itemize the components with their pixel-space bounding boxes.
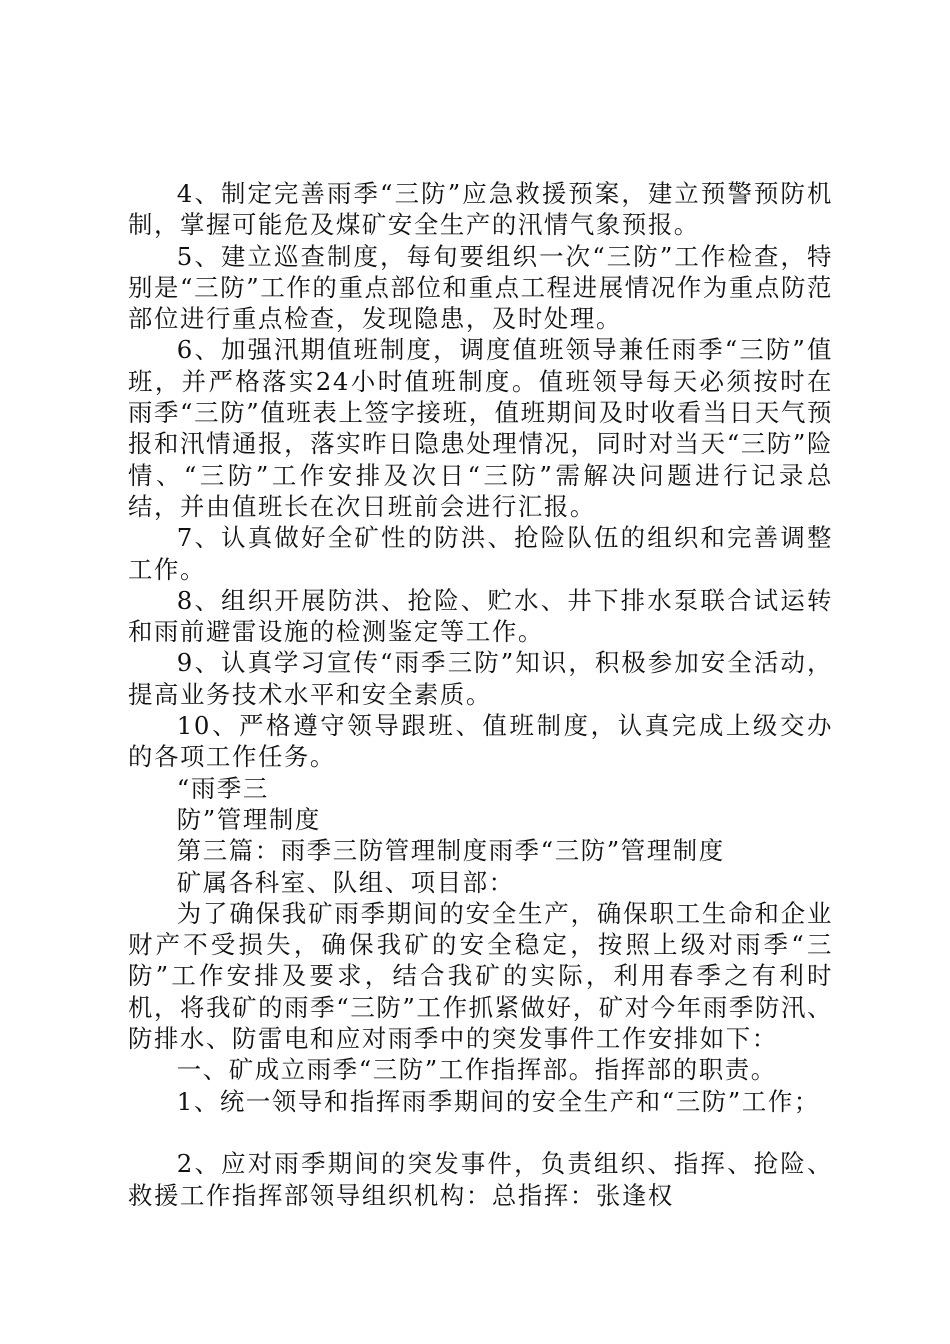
section-title-line-2: 防”管理制度 bbox=[176, 804, 321, 834]
paragraph-item-5: 5、建立巡查制度，每旬要组织一次“三防”工作检查，特别是“三防”工作的重点部位和重点工程进展情况作为重点防范部位进行重点检查，发现隐患，及时处理。 bbox=[128, 241, 833, 334]
section-one-heading: 一、矿成立雨季“三防”工作指挥部。指挥部的职责。 bbox=[176, 1055, 777, 1085]
section-title-line-1: “雨季三 bbox=[176, 773, 269, 803]
paragraph-item-7: 7、认真做好全矿性的防洪、抢险队伍的组织和完善调整工作。 bbox=[128, 523, 833, 584]
paragraph-item-4: 4、制定完善雨季“三防”应急救援预案，建立预警预防机制，掌握可能危及煤矿安全生产的汛情气象预报。 bbox=[128, 179, 833, 240]
paragraph-item-10: 10、严格遵守领导跟班、值班制度，认真完成上级交办的各项工作任务。 bbox=[128, 711, 833, 772]
paragraph-item-6: 6、加强汛期值班制度，调度值班领导兼任雨季“三防”值班，并严格落实24小时值班制度。值班领导每天必须按时在雨季“三防”值班表上签字接班，值班期间及时收看当日天气预报和汛情通报，落实昨日隐患处理情况，同时对当天“三防”险情、“三防”工作安排及次日“三防”需解决问题进行记录总结，并由值班长在次日班前会进行汇报。 bbox=[128, 335, 833, 521]
paragraph-item-8: 8、组织开展防洪、抢险、贮水、井下排水泵联合试运转和雨前避雷设施的检测鉴定等工作。 bbox=[128, 585, 833, 647]
paragraph-item-9: 9、认真学习宣传“雨季三防”知识，积极参加安全活动，提高业务技术水平和安全素质。 bbox=[128, 648, 833, 709]
chapter-heading: 第三篇：雨季三防管理制度雨季“三防”管理制度 bbox=[176, 836, 725, 866]
duty-item-1: 1、统一领导和指挥雨季期间的安全生产和“三防”工作； bbox=[176, 1086, 820, 1116]
intro-paragraph: 为了确保我矿雨季期间的安全生产，确保职工生命和企业财产不受损失，确保我矿的安全稳定，按照上级对雨季“三防”工作安排及要求，结合我矿的实际，利用春季之有利时机，将我矿的雨季“三防”工作抓紧做好，矿对今年雨季防汛、防排水、防雷电和应对雨季中的突发事件工作安排如下： bbox=[128, 898, 833, 1054]
addressee-line: 矿属各科室、队组、项目部： bbox=[176, 867, 515, 897]
document-body bbox=[128, 178, 833, 1211]
duty-item-2: 2、应对雨季期间的突发事件，负责组织、指挥、抢险、救援工作指挥部领导组织机构：总指挥：张逢权 bbox=[128, 1149, 833, 1210]
